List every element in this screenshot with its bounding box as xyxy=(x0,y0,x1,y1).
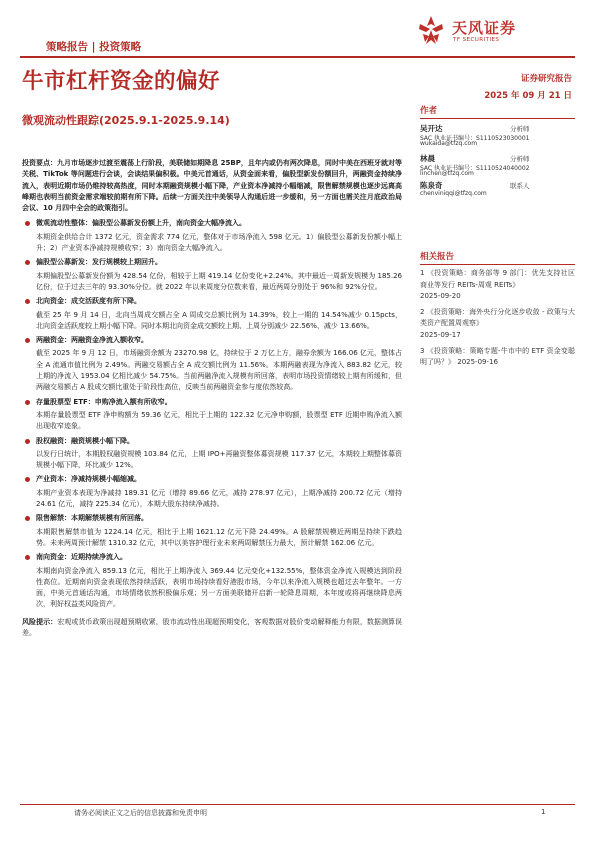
related-reports-list xyxy=(420,268,575,373)
section-title: 限售解禁：本期解禁规模有所回落。 xyxy=(22,513,402,524)
section-title: 微观流动性整体：偏股型公募新发份额上升，南向资金大幅净流入。 xyxy=(22,218,402,229)
related-report-title[interactable]: 1 《投资策略：商务部等 9 部门：优先支持社区商业等发行 REITs-周观 REITs》 xyxy=(420,269,575,289)
risk-label: 风险提示： xyxy=(22,617,58,626)
section-equity-financing xyxy=(22,436,402,472)
key-points-text: 九月市场逐步过渡至震荡上行阶段，美联储如期降息 25BP，且年内或仍有两次降息，同时中美在西班牙就对等关税、TikTok 等问题进行会谈，会谈结果偏积极。中美元首通话，从资金面来看，偏股型新发份额回升，两融资金持续净流入，表明近期市场仍维持较高热度，同时本期融资规模小幅下降，产业资本净减持小幅缩减，限售解禁规模也逐步远离高峰期也表明当前资金需求端较前期有所下降。后续一方面关注中美领导人沟通后进一步缓和，另一方面也需关注月底政治局会议、10 月四中全会的政策指引。 xyxy=(22,159,403,213)
related-report-date: 2025-09-20 xyxy=(420,292,461,301)
section-overall-liquidity xyxy=(22,218,402,254)
section-body: 本期南向资金净流入 859.13 亿元，相比于上期净流入 369.44 亿元变化+132.55%，整体资金净流入规模达到阶段性高位。近期南向资金表现依然持续活跃，表明市场持续看好港股市场，今年以来净流入规模也超过去年整年。一方面，中美元首通话沟通，市场情绪依然积极偏乐观；另一方面美联储开启新一轮降息周期，本年度或将再继续降息两次，利好权益类风险资产。 xyxy=(36,566,402,609)
related-report-date: 2025-09-17 xyxy=(420,330,461,339)
report-subtitle: 微观流动性跟踪(2025.9.1-2025.9.14) xyxy=(22,114,230,127)
bullet-icon xyxy=(25,555,30,560)
section-title: 两融资金：两融资金净流入额收窄。 xyxy=(22,335,402,346)
section-title: 产业资本：净减持规模小幅缩减。 xyxy=(22,474,402,485)
analyst-email[interactable]: chenviniqqi@tfzq.com xyxy=(420,190,487,197)
report-date: 2025 年 09 月 21 日 xyxy=(484,91,572,101)
analyst-entry xyxy=(420,123,575,145)
related-report-item[interactable] xyxy=(420,346,575,369)
analyst-email[interactable]: linchen@tfzq.com xyxy=(420,170,474,177)
risk-text: 宏观或货币政策出现超预期收紧，股市流动性出现超预期变化，客观数据对股价变动解释能力有限，数据测算误差。 xyxy=(22,617,403,637)
analyst-license: SAC 执业证书编号：S1110524040002 xyxy=(420,165,530,172)
header-divider xyxy=(20,56,575,58)
analyst-role: 联系人 xyxy=(510,182,530,190)
analyst-entry xyxy=(420,153,575,183)
related-report-item[interactable] xyxy=(420,268,575,303)
brand-logo xyxy=(414,14,564,50)
analyst-license: SAC 执业证书编号：S1110523030001 xyxy=(420,135,530,142)
section-title: 北向资金：成交活跃度有所下降。 xyxy=(22,296,402,307)
analyst-entry xyxy=(420,180,575,202)
section-body: 本期产业资本表现为净减持 189.31 亿元（增持 89.66 亿元，减持 278.97 亿元），上期净减持 200.72 亿元（增持 24.61 亿元，减持 225.34 亿元），本期大股东持续净减持。 xyxy=(36,488,402,509)
analyst-name: 陈泉奇 xyxy=(420,181,443,190)
section-industrial-capital xyxy=(22,474,402,510)
section-title: 股权融资：融资规模小幅下降。 xyxy=(22,436,402,447)
related-reports-heading: 相关报告 xyxy=(420,250,575,265)
section-new-funds xyxy=(22,257,402,293)
section-southbound xyxy=(22,552,402,610)
analyst-email[interactable]: wukaida@tfzq.com xyxy=(420,140,478,147)
page-number: 1 xyxy=(541,808,546,816)
related-report-date: 2025-09-16 xyxy=(457,358,498,367)
footer-divider xyxy=(20,804,575,805)
section-etf xyxy=(22,397,402,433)
report-headline: 牛市杠杆资金的偏好 xyxy=(22,69,221,94)
bullet-icon xyxy=(25,400,30,405)
section-title: 南向资金：近期持续净流入。 xyxy=(22,552,402,563)
risk-warning xyxy=(22,617,402,640)
footer-disclaimer: 请务必阅读正文之后的信息披露和免责申明 xyxy=(74,809,207,817)
bullet-icon xyxy=(25,299,30,304)
bullet-icon xyxy=(25,221,30,226)
section-title: 偏股型公募新发：发行规模较上期回升。 xyxy=(22,257,402,268)
sidebar-authors xyxy=(420,104,575,202)
section-lockup-expiry xyxy=(22,513,402,549)
main-content xyxy=(22,158,402,639)
section-body: 本期存量股票型 ETF 净申购额为 59.36 亿元，相比于上期的 122.32 亿元净申购额，股票型 ETF 近期申购净流入额出现收窄迹象。 xyxy=(36,410,402,431)
related-report-item[interactable] xyxy=(420,307,575,342)
bullet-icon xyxy=(25,260,30,265)
bullet-icon xyxy=(25,439,30,444)
section-body: 截至 25 年 9 月 14 日，北向当周成交额占全 A 周成交总额比例为 14.39%，较上一期的 14.54%减少 0.15pcts，北向资金活跃度较上期小幅下降。同时本期北向资金成交额较上期、上周分别减少 22.56%、减少 13.66%。 xyxy=(36,310,402,330)
key-points-label: 投资要点： xyxy=(22,159,58,167)
section-body: 截至 2025 年 9 月 12 日，市场融资余额为 23270.98 亿，持续位于 2 万亿上方，融券余额为 166.06 亿元，整体占全 A 流通市值比例为 2.49%。两融交易额占全 A 成交额比例为 11.56%。本期两融表现为净流入 883.82 亿元，较上期的净流入 1953.04 亿相比减少 54.75%。当前两融净流入规模有所回落，表明市场投资情绪较上期有所缓和，但两融交易额占 A 股成交额比重处于阶段性高位，反映当前两融资金参与度依然较高。 xyxy=(36,349,402,392)
section-body: 本期限售解禁市值为 1224.14 亿元，相比于上期 1621.12 亿元下降 24.49%。A 股解禁规模近两期呈持续下跌趋势。未来两周预计解禁 1310.32 亿元，其中以美容护理行业未来两周解禁压力最大，预计解禁 162.06 亿元。 xyxy=(36,527,402,547)
related-report-title[interactable]: 2 《投资策略：海外央行分化逐步收敛 - 政策与大类资产配置周观察》 xyxy=(420,307,575,328)
report-type-label: 证券研究报告 xyxy=(520,74,572,84)
analyst-name: 吴开达 xyxy=(420,124,443,133)
brand-name-cn: 天风证券 xyxy=(452,19,517,37)
brand-name-en: TF SECURITIES xyxy=(453,37,500,43)
report-category-tags: 策略报告 | 投资策略 xyxy=(46,41,142,53)
section-body: 本期偏股型公募新发份额为 428.54 亿份，相较于上期 419.14 亿份变化+2.24%。其中最近一周新发规模为 185.26 亿份，位于过去三年的 93.30%分位。就 2022 年以来周度分位数来看，最近两周分别处于 96%和 92%分位。 xyxy=(36,271,402,291)
brand-mark-icon xyxy=(414,14,448,48)
bullet-icon xyxy=(25,516,30,521)
section-body: 以发行日统计，本期股权融资规模 103.84 亿元，上期 IPO+再融资整体募资规模 117.37 亿元，本期较上期整体募资规模小幅下降，环比减少 12%。 xyxy=(36,449,402,470)
authors-heading: 作者 xyxy=(420,104,575,119)
related-report-title[interactable]: 3 《投资策略：策略专题-牛市中的 ETF 资金变聪明了吗？》 xyxy=(420,346,575,367)
bullet-icon xyxy=(25,477,30,482)
section-margin-trading xyxy=(22,335,402,393)
key-points-paragraph xyxy=(22,158,402,214)
analyst-name: 林晨 xyxy=(420,154,435,163)
section-northbound xyxy=(22,296,402,332)
section-title: 存量股票型 ETF：申购净流入额有所收窄。 xyxy=(22,397,402,408)
analyst-role: 分析师 xyxy=(510,155,530,163)
analyst-role: 分析师 xyxy=(510,125,530,133)
section-body: 本期资金供给合计 1372 亿元，资金需求 774 亿元，整体对于市场净流入 598 亿元。1）偏股型公募新发份额小幅上升；2）产业资本净减持规模收窄；3）南向资金大幅净流入。 xyxy=(36,232,402,253)
bullet-icon xyxy=(25,338,30,343)
